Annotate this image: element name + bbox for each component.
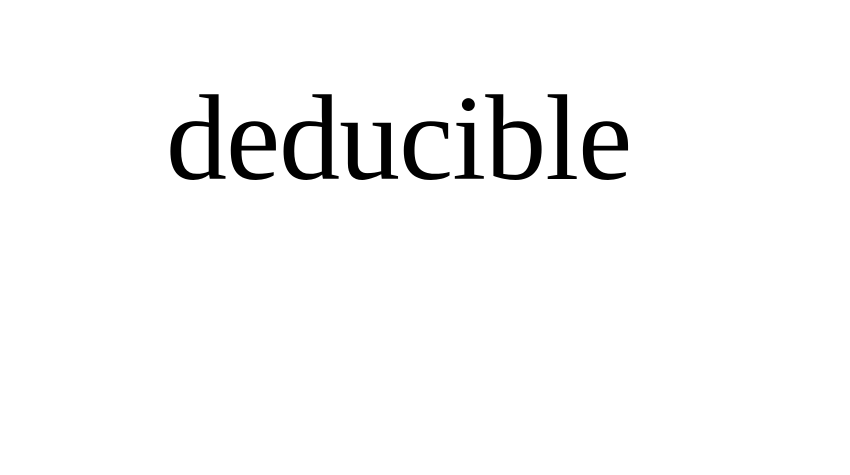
- word-text: deducible: [166, 71, 632, 206]
